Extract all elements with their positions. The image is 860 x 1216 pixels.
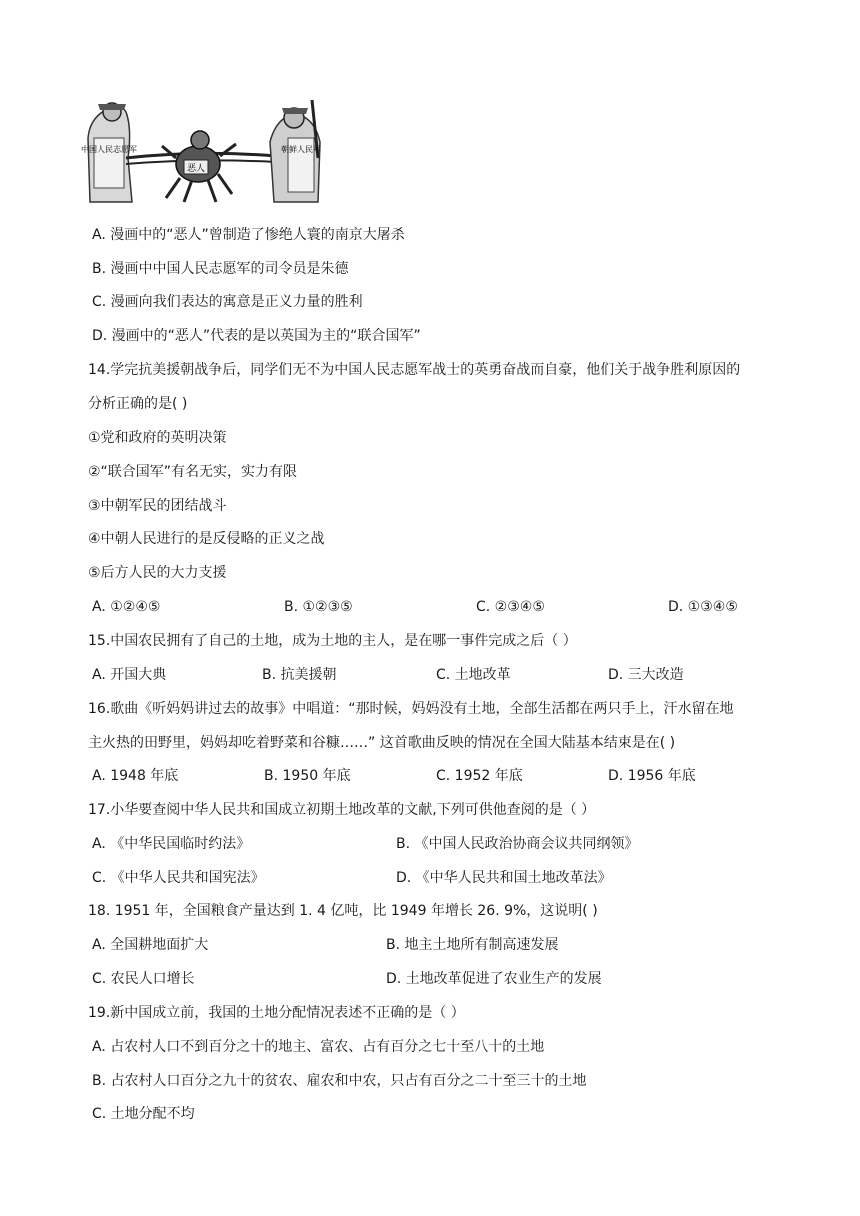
q13-option-a[interactable]: A. 漫画中的“恶人”曾制造了惨绝人寰的南京大屠杀 [92, 227, 405, 243]
q16-option-d[interactable]: D. 1956 年底 [608, 768, 696, 784]
q16-option-a[interactable]: A. 1948 年底 [92, 768, 179, 784]
q15-option-a[interactable]: A. 开国大典 [92, 667, 167, 683]
q19-option-b[interactable]: B. 占农村人口百分之九十的贫农、雇农和中农，只占有百分之二十至三十的土地 [92, 1073, 587, 1089]
q14-option-d[interactable]: D. ①③④⑤ [668, 599, 738, 615]
q16-option-b[interactable]: B. 1950 年底 [264, 768, 351, 784]
q14-stem-line2: 分析正确的是( ) [88, 396, 188, 412]
q15-stem: 15.中国农民拥有了自己的土地，成为土地的主人，是在哪一事件完成之后（ ） [88, 633, 577, 649]
cartoon-center-label: 恶人 [186, 164, 206, 174]
q16-stem-line2: 主火热的田野里，妈妈却吃着野菜和谷糠……” 这首歌曲反映的情况在全国大陆基本结束是在( ) [88, 735, 676, 751]
q16-stem-line1: 16.歌曲《听妈妈讲过去的故事》中唱道：“那时候，妈妈没有土地，全部生活都在两只手上，汗水留在地 [88, 701, 734, 717]
q19-option-c[interactable]: C. 土地分配不均 [92, 1106, 195, 1122]
cartoon-right-label: 朝鲜人民军 [281, 145, 321, 154]
political-cartoon-image [80, 98, 328, 206]
q14-option-c[interactable]: C. ②③④⑤ [476, 599, 545, 615]
cartoon-left-label: 中国人民志愿军 [81, 145, 137, 154]
q18-stem: 18. 1951 年，全国粮食产量达到 1. 4 亿吨，比 1949 年增长 26. 9%，这说明( ) [88, 903, 598, 919]
q13-option-c[interactable]: C. 漫画向我们表达的寓意是正义力量的胜利 [92, 294, 363, 310]
q17-option-a[interactable]: A. 《中华民国临时约法》 [92, 836, 251, 852]
q18-option-a[interactable]: A. 全国耕地面扩大 [92, 937, 209, 953]
q15-option-c[interactable]: C. 土地改革 [436, 667, 511, 683]
q14-item-2: ②“联合国军”有名无实，实力有限 [88, 464, 298, 480]
q18-option-c[interactable]: C. 农民人口增长 [92, 971, 195, 987]
q18-option-d[interactable]: D. 土地改革促进了农业生产的发展 [386, 971, 602, 987]
q14-item-4: ④中朝人民进行的是反侵略的正义之战 [88, 531, 325, 547]
q15-option-d[interactable]: D. 三大改造 [608, 667, 684, 683]
q17-option-c[interactable]: C. 《中华人民共和国宪法》 [92, 870, 265, 886]
q13-option-b[interactable]: B. 漫画中中国人民志愿军的司令员是朱德 [92, 261, 349, 277]
q15-option-b[interactable]: B. 抗美援朝 [262, 667, 337, 683]
q16-option-c[interactable]: C. 1952 年底 [436, 768, 523, 784]
q17-option-d[interactable]: D. 《中华人民共和国土地改革法》 [396, 870, 612, 886]
q14-option-b[interactable]: B. ①②③⑤ [284, 599, 353, 615]
q14-stem-line1: 14.学完抗美援朝战争后，同学们无不为中国人民志愿军战士的英勇奋战而自豪，他们关于战争胜利原因的 [88, 362, 741, 378]
q13-option-d[interactable]: D. 漫画中的“恶人”代表的是以英国为主的“联合国军” [92, 328, 421, 344]
q19-stem: 19.新中国成立前，我国的土地分配情况表述不正确的是（ ） [88, 1005, 465, 1021]
q19-option-a[interactable]: A. 占农村人口不到百分之十的地主、富农、占有百分之七十至八十的土地 [92, 1039, 545, 1055]
q14-item-5: ⑤后方人民的大力支援 [88, 565, 227, 581]
q18-option-b[interactable]: B. 地主土地所有制高速发展 [386, 937, 559, 953]
q17-option-b[interactable]: B. 《中国人民政治协商会议共同纲领》 [396, 836, 639, 852]
q14-item-1: ①党和政府的英明决策 [88, 430, 227, 446]
q17-stem: 17.小华要查阅中华人民共和国成立初期土地改革的文献,下列可供他查阅的是（ ） [88, 802, 596, 818]
q14-item-3: ③中朝军民的团结战斗 [88, 498, 227, 514]
q14-option-a[interactable]: A. ①②④⑤ [92, 599, 161, 615]
